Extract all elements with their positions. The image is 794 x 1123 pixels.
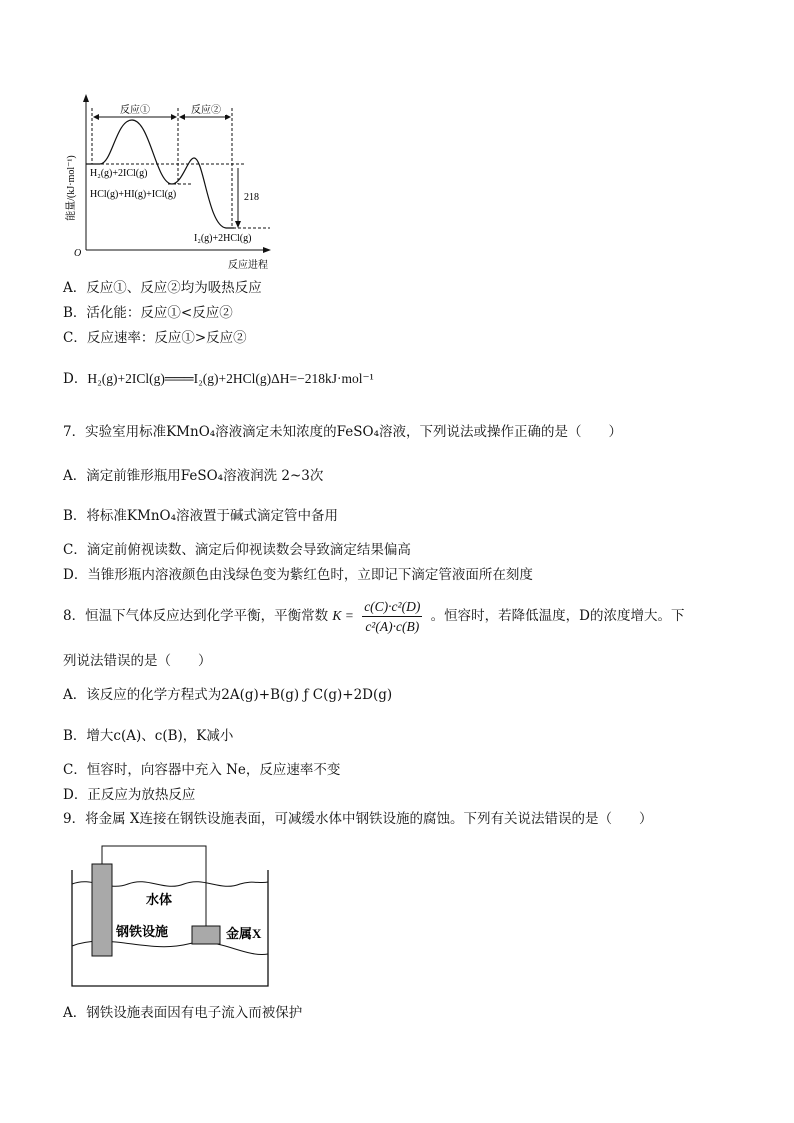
- q8-option-d: D．正反应为放热反应: [63, 787, 196, 803]
- steel-structure: [92, 864, 112, 956]
- q6-option-d-prefix: D．: [63, 371, 88, 387]
- q8-option-a: A．该反应的化学方程式为2A(g)+B(g) ƒ C(g)+2D(g): [63, 687, 393, 703]
- steel-label: 钢铁设施: [116, 924, 169, 939]
- stage1-arrow-right: [171, 114, 177, 120]
- intermediate-label: HCl(g)+HI(g)+ICl(g): [90, 189, 177, 200]
- q7-option-d: D．当锥形瓶内溶液颜色由浅绿色变为紫红色时，立即记下滴定管液面所在刻度: [63, 567, 533, 583]
- q6-option-b: B．活化能：反应①<反应②: [63, 305, 233, 321]
- q6-option-d-equation: H₂(g)+2ICl(g)═══I₂(g)+2HCl(g)ΔH=−218kJ·mol⁻¹: [87, 371, 374, 386]
- q6-option-c: C．反应速率：反应①>反应②: [63, 330, 247, 346]
- q7-option-c: C．滴定前俯视读数、滴定后仰视读数会导致滴定结果偏高: [63, 542, 411, 558]
- delta-arrow-head: [235, 221, 241, 228]
- corrosion-diagram: [68, 840, 274, 990]
- q8-stem: [63, 595, 684, 637]
- k-fraction: [362, 597, 422, 636]
- metal-x-label: 金属X: [226, 926, 262, 941]
- q6-option-a: A．反应①、反应②均为吸热反应: [63, 280, 262, 296]
- k-numerator: c(C)·c²(D): [362, 597, 422, 617]
- k-denominator: c²(A)·c(B): [365, 619, 420, 634]
- energy-diagram: [60, 88, 280, 274]
- q8-option-c: C．恒容时，向容器中充入 Ne，反应速率不变: [63, 762, 341, 778]
- q8-stem-line2: 列说法错误的是（ ）: [63, 653, 212, 669]
- stage1-label: 反应①: [120, 105, 150, 116]
- delta-value: 218: [244, 192, 259, 203]
- q8-option-b: B．增大c(A)、c(B)，K减小: [63, 728, 234, 744]
- y-axis-arrow: [83, 94, 89, 102]
- q7-option-b: B．将标准KMnO₄溶液置于碱式滴定管中备用: [63, 508, 339, 524]
- x-axis-label: 反应进程: [228, 260, 268, 271]
- q9-option-a: A．钢铁设施表面因有电子流入而被保护: [63, 1005, 303, 1021]
- stage2-arrow-left: [179, 114, 185, 120]
- q8-stem-suffix: 。恒容时，若降低温度，D的浓度增大。下: [430, 608, 685, 624]
- q7-stem: 7．实验室用标准KMnO₄溶液滴定未知浓度的FeSO₄溶液，下列说法或操作正确的是（ ）: [63, 424, 623, 440]
- stage2-label: 反应②: [191, 105, 221, 116]
- k-symbol: K =: [332, 608, 354, 623]
- origin-label: O: [74, 248, 82, 259]
- q7-option-a: A．滴定前锥形瓶用FeSO₄溶液润洗 2~3次: [63, 468, 324, 484]
- products-label: I₂(g)+2HCl(g): [194, 233, 252, 244]
- reactants-label: H₂(g)+2ICl(g): [90, 168, 148, 179]
- q9-stem: 9．将金属 X连接在钢铁设施表面，可减缓水体中钢铁设施的腐蚀。下列有关说法错误的是（ ）: [63, 811, 653, 827]
- water-label: 水体: [146, 892, 173, 907]
- metal-x-block: [192, 926, 220, 944]
- x-axis-arrow: [263, 247, 271, 253]
- q8-stem-prefix: 8．恒温下气体反应达到化学平衡，平衡常数: [63, 608, 329, 624]
- q6-option-d: [63, 370, 374, 388]
- y-axis-label: 能量/(kJ·mol⁻¹): [66, 155, 77, 221]
- stage1-arrow-left: [93, 114, 99, 120]
